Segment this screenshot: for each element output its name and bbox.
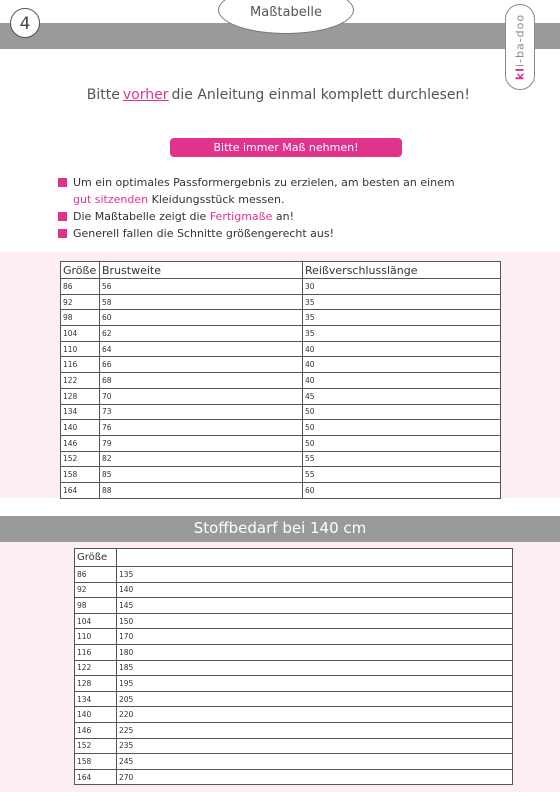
page-title: Maßtabelle <box>250 5 322 20</box>
table-row <box>61 404 501 420</box>
table-cell: 158 <box>61 467 100 483</box>
column-header <box>117 549 513 567</box>
table-cell: 110 <box>61 341 100 357</box>
tip-highlight: gut sitzenden <box>73 193 149 206</box>
table-cell: 128 <box>75 676 117 692</box>
table-cell: 76 <box>100 420 303 436</box>
table-row <box>61 467 501 483</box>
column-header: Reißverschlusslänge <box>303 262 501 279</box>
table-row <box>61 341 501 357</box>
table-cell: 225 <box>117 722 513 738</box>
table-row <box>61 357 501 373</box>
table-cell: 140 <box>117 582 513 598</box>
table-cell: 60 <box>303 482 501 498</box>
table-cell: 62 <box>100 326 303 342</box>
table-cell: 220 <box>117 707 513 723</box>
table-cell: 55 <box>303 451 501 467</box>
table-row <box>75 644 513 660</box>
table-cell: 66 <box>100 357 303 373</box>
table-cell: 164 <box>61 482 100 498</box>
table-row <box>75 691 513 707</box>
tip-item <box>58 174 478 208</box>
table-cell: 98 <box>75 598 117 614</box>
table-row <box>61 294 501 310</box>
table-row <box>75 613 513 629</box>
table-cell: 86 <box>75 567 117 583</box>
table-row <box>75 754 513 770</box>
table-cell: 150 <box>117 613 513 629</box>
table-row <box>61 326 501 342</box>
table-cell: 122 <box>61 373 100 389</box>
table-cell: 40 <box>303 341 501 357</box>
table-cell: 195 <box>117 676 513 692</box>
notice-highlight: vorher <box>122 87 169 103</box>
bullet-square-icon <box>58 212 67 221</box>
tips-list <box>58 174 478 242</box>
column-header: Größe <box>75 549 117 567</box>
table-row <box>61 420 501 436</box>
table-cell: 152 <box>61 451 100 467</box>
page-number: 4 <box>10 8 40 38</box>
brand-logo-part2: i-ba-doo <box>513 13 527 68</box>
tip-highlight: Fertigmaße <box>209 210 273 223</box>
table-cell: 58 <box>100 294 303 310</box>
table-cell: 116 <box>61 357 100 373</box>
table-cell: 104 <box>61 326 100 342</box>
read-instructions-notice <box>0 87 560 103</box>
table-row <box>61 388 501 404</box>
table-cell: 134 <box>61 404 100 420</box>
table-cell: 158 <box>75 754 117 770</box>
table-cell: 73 <box>100 404 303 420</box>
brand-logo <box>505 4 535 90</box>
tip-text: an! <box>272 210 294 223</box>
table-cell: 35 <box>303 310 501 326</box>
column-header: Brustweite <box>100 262 303 279</box>
tip-text: Die Maßtabelle zeigt die <box>73 210 210 223</box>
table-cell: 55 <box>303 467 501 483</box>
bullet-square-icon <box>58 178 67 187</box>
table-cell: 79 <box>100 435 303 451</box>
table-cell: 50 <box>303 404 501 420</box>
table-cell: 128 <box>61 388 100 404</box>
table-cell: 92 <box>75 582 117 598</box>
fabric-table <box>74 548 513 785</box>
bullet-square-icon <box>58 229 67 238</box>
table-row <box>75 582 513 598</box>
table-row <box>61 482 501 498</box>
size-table <box>60 261 501 499</box>
table-cell: 40 <box>303 357 501 373</box>
table-cell: 104 <box>75 613 117 629</box>
table-cell: 35 <box>303 294 501 310</box>
table-cell: 64 <box>100 341 303 357</box>
table-row <box>75 676 513 692</box>
table-cell: 68 <box>100 373 303 389</box>
table-row <box>75 629 513 645</box>
table-cell: 185 <box>117 660 513 676</box>
table-cell: 60 <box>100 310 303 326</box>
table-cell: 35 <box>303 326 501 342</box>
table-row <box>61 451 501 467</box>
table-cell: 82 <box>100 451 303 467</box>
table-cell: 235 <box>117 738 513 754</box>
table-cell: 140 <box>61 420 100 436</box>
table-row <box>75 722 513 738</box>
table-cell: 140 <box>75 707 117 723</box>
table-cell: 116 <box>75 644 117 660</box>
table-row <box>61 373 501 389</box>
table-cell: 145 <box>117 598 513 614</box>
table-cell: 152 <box>75 738 117 754</box>
tip-text: Generell fallen die Schnitte größengerecht aus! <box>73 227 335 240</box>
table-cell: 30 <box>303 279 501 295</box>
table-cell: 85 <box>100 467 303 483</box>
fabric-section-title: Stoffbedarf bei 140 cm <box>193 519 367 537</box>
table-cell: 50 <box>303 420 501 436</box>
table-cell: 135 <box>117 567 513 583</box>
brand-logo-part1: kl <box>513 67 527 81</box>
table-row <box>75 769 513 785</box>
table-cell: 88 <box>100 482 303 498</box>
table-cell: 164 <box>75 769 117 785</box>
tip-item <box>58 208 478 225</box>
column-header: Größe <box>61 262 100 279</box>
tip-text: Um ein optimales Passformergebnis zu erzielen, am besten an einem <box>73 176 455 189</box>
table-cell: 70 <box>100 388 303 404</box>
table-row <box>75 567 513 583</box>
table-cell: 205 <box>117 691 513 707</box>
table-cell: 56 <box>100 279 303 295</box>
table-row <box>61 310 501 326</box>
table-cell: 270 <box>117 769 513 785</box>
table-cell: 86 <box>61 279 100 295</box>
notice-after: die Anleitung einmal komplett durchlesen! <box>171 87 470 103</box>
tip-text: Kleidungsstück messen. <box>148 193 285 206</box>
table-cell: 170 <box>117 629 513 645</box>
table-row <box>75 707 513 723</box>
notice-before: Bitte <box>86 87 120 103</box>
table-cell: 180 <box>117 644 513 660</box>
table-cell: 92 <box>61 294 100 310</box>
table-cell: 98 <box>61 310 100 326</box>
table-row <box>75 660 513 676</box>
table-cell: 40 <box>303 373 501 389</box>
measure-banner: Bitte immer Maß nehmen! <box>170 138 402 157</box>
table-cell: 146 <box>61 435 100 451</box>
table-row <box>61 279 501 295</box>
table-cell: 122 <box>75 660 117 676</box>
table-cell: 50 <box>303 435 501 451</box>
table-row <box>61 435 501 451</box>
tip-item <box>58 225 478 242</box>
table-cell: 146 <box>75 722 117 738</box>
table-row <box>75 598 513 614</box>
table-cell: 45 <box>303 388 501 404</box>
table-cell: 245 <box>117 754 513 770</box>
table-cell: 110 <box>75 629 117 645</box>
table-row <box>75 738 513 754</box>
table-cell: 134 <box>75 691 117 707</box>
